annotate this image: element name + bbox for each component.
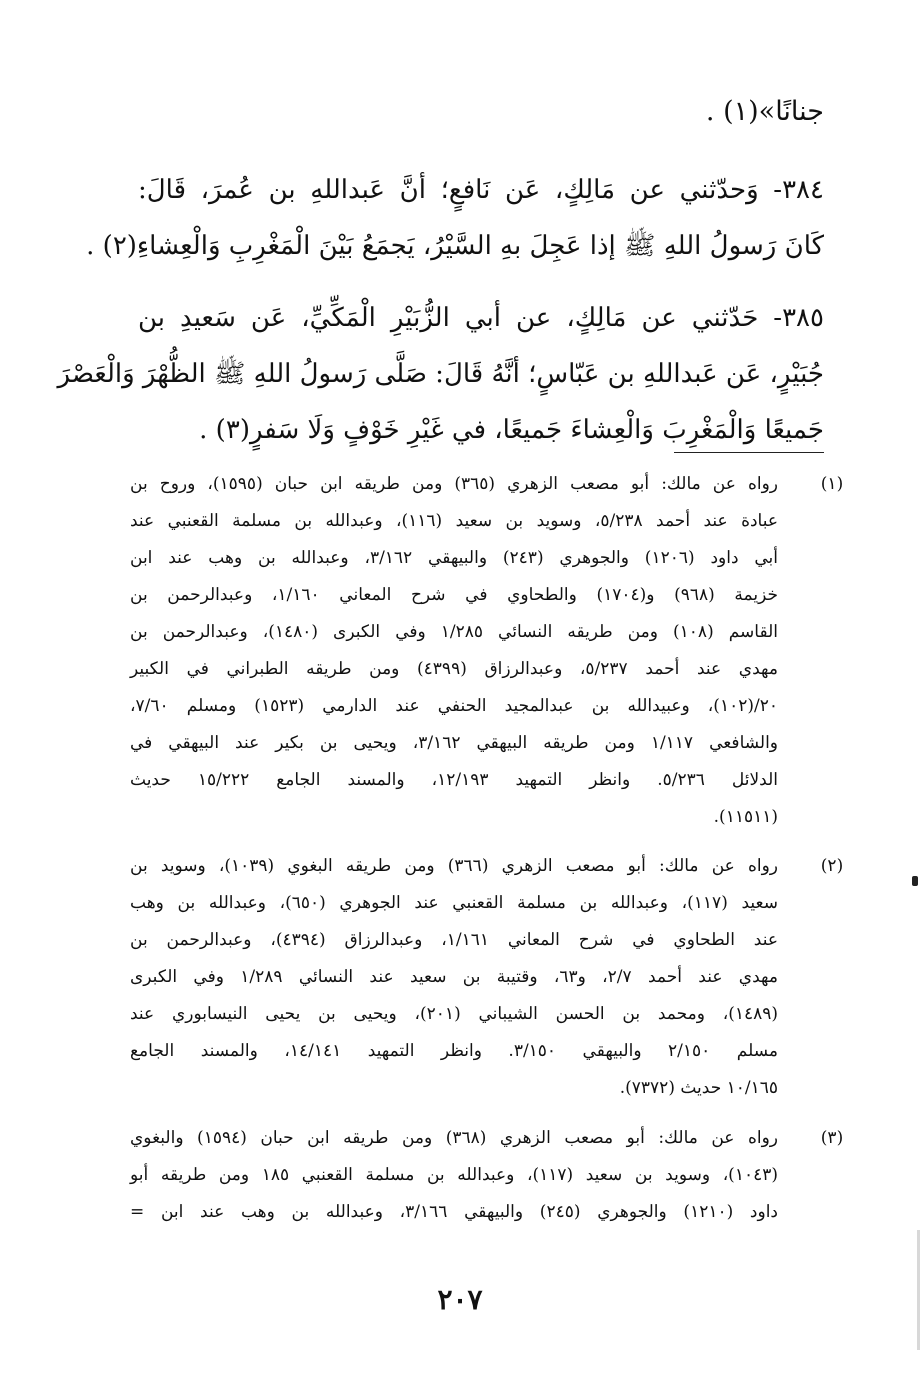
hadith-line: جَميعًا وَالْمَغْرِبَ وَالْعِشاءَ جَميعًا، في غَيْرِ خَوْفٍ وَلَا سَفرٍ(٣) . bbox=[199, 415, 824, 445]
footnote-line: مهدي عند أحمد ٥/٢٣٧، وعبدالرزاق (٤٣٩٩) ومن طريقه الطبراني في الكبير bbox=[130, 659, 778, 679]
footnote-marker: (٣) bbox=[820, 1128, 844, 1148]
footnote-marker: (١) bbox=[820, 474, 844, 494]
hadith-385 bbox=[57, 290, 824, 458]
footnote-line: عند الطحاوي في شرح المعاني ١/١٦١، وعبدالرزاق (٤٣٩٤)، وعبدالرحمن بن bbox=[130, 930, 778, 950]
footnote-line: ١٠/١٦٥ حديث (٧٣٧٢). bbox=[619, 1078, 778, 1098]
footnote-3 bbox=[130, 1120, 854, 1231]
hadith-line: جُبَيْرٍ، عَن عَبداللهِ بن عَبّاسٍ؛ أنَّهُ قَالَ: صَلَّى رَسولُ اللهِ ﷺ الظُّهْرَ وَالْعَصْرَ bbox=[57, 359, 824, 389]
footnote-line: سعيد (١١٧)، وعبدالله بن مسلمة القعنبي عند الجوهري (٦٥٠)، وعبدالله بن وهب bbox=[130, 893, 778, 913]
footnote-line: رواه عن مالك: أبو مصعب الزهري (٣٦٨) ومن طريقه ابن حبان (١٥٩٤) والبغوي bbox=[130, 1128, 779, 1148]
footnote-1 bbox=[130, 466, 854, 836]
continuation-text: جنانًا»(١) . bbox=[705, 96, 824, 127]
footnote-line: مهدي عند أحمد ٢/٧، و٦٣، وقتيبة بن سعيد عند النسائي ١/٢٨٩ وفي الكبرى bbox=[130, 967, 778, 987]
footnote-marker: (٢) bbox=[820, 856, 844, 876]
hadith-line: كَانَ رَسولُ اللهِ ﷺ إذا عَجِلَ بهِ السَّيْرُ، يَجمَعُ بَيْنَ الْمَغْرِبِ وَالْعِشاءِ(٢) . bbox=[86, 231, 824, 261]
footnote-line: رواه عن مالك: أبو مصعب الزهري (٣٦٥) ومن طريقه ابن حبان (١٥٩٥)، وروح بن bbox=[130, 474, 778, 494]
footnote-line: (١٤٨٩)، ومحمد بن الحسن الشيباني (٢٠١)، ويحيى بن يحيى النيسابوري عند bbox=[130, 1004, 778, 1024]
hadith-384 bbox=[86, 162, 824, 274]
footnote-line: (١٠٤٣)، وسويد بن سعيد (١١٧)، وعبدالله بن مسلمة القعنبي ١٨٥ ومن طريقه أبو bbox=[130, 1165, 778, 1185]
footnote-line: مسلم ٢/١٥٠ والبيهقي ٣/١٥٠. وانظر التمهيد ١٤/١٤١، والمسند الجامع bbox=[130, 1041, 778, 1061]
footnote-line: الدلائل ٥/٢٣٦. وانظر التمهيد ١٢/١٩٣، والمسند الجامع ١٥/٢٢٢ حديث bbox=[130, 770, 778, 790]
footnote-2 bbox=[130, 848, 854, 1107]
footnote-line: والشافعي ١/١١٧ ومن طريقه البيهقي ٣/١٦٢، ويحيى بن بكير عند البيهقي في bbox=[130, 733, 779, 753]
footnote-line: ٢٠/(١٠٢)، وعبيدالله بن عبدالمجيد الحنفي عند الدارمي (١٥٢٣) ومسلم ٧/٦٠، bbox=[130, 696, 778, 716]
margin-ink-mark bbox=[912, 876, 918, 886]
footnote-separator bbox=[674, 452, 824, 453]
footnote-line: داود (١٢١٠) والجوهري (٢٤٥) والبيهقي ٣/١٦٦، وعبدالله بن وهب عند ابن = bbox=[130, 1202, 779, 1222]
footnote-line: أبي داود (١٢٠٦) والجوهري (٢٤٣) والبيهقي ٣/١٦٢، وعبدالله بن وهب عند ابن bbox=[130, 548, 779, 568]
footnote-line: خزيمة (٩٦٨) و(١٧٠٤) والطحاوي في شرح المعاني ١/١٦٠، وعبدالرحمن بن bbox=[130, 585, 778, 605]
hadith-line: ٣٨٤- وَحدّثني عن مَالِكٍ، عَن نَافعٍ؛ أنَّ عَبداللهِ بن عُمرَ، قَالَ: bbox=[138, 175, 824, 205]
hadith-line: ٣٨٥- حَدّثني عن مَالِكٍ، عن أبي الزُّبَيْرِ الْمَكِّيِّ، عَن سَعيدِ بن bbox=[138, 303, 824, 333]
footnote-line: عبادة عند أحمد ٥/٢٣٨، وسويد بن سعيد (١١٦)، وعبدالله بن مسلمة القعنبي عند bbox=[130, 511, 779, 531]
footnote-line: القاسم (١٠٨) ومن طريقه النسائي ١/٢٨٥ وفي الكبرى (١٤٨٠)، وعبدالرحمن بن bbox=[130, 622, 778, 642]
footnote-line: رواه عن مالك: أبو مصعب الزهري (٣٦٦) ومن طريقه البغوي (١٠٣٩)، وسويد بن bbox=[130, 856, 778, 876]
page-number: ٢٠٧ bbox=[437, 1283, 483, 1316]
footnote-line: (١١٥١١). bbox=[713, 807, 778, 827]
